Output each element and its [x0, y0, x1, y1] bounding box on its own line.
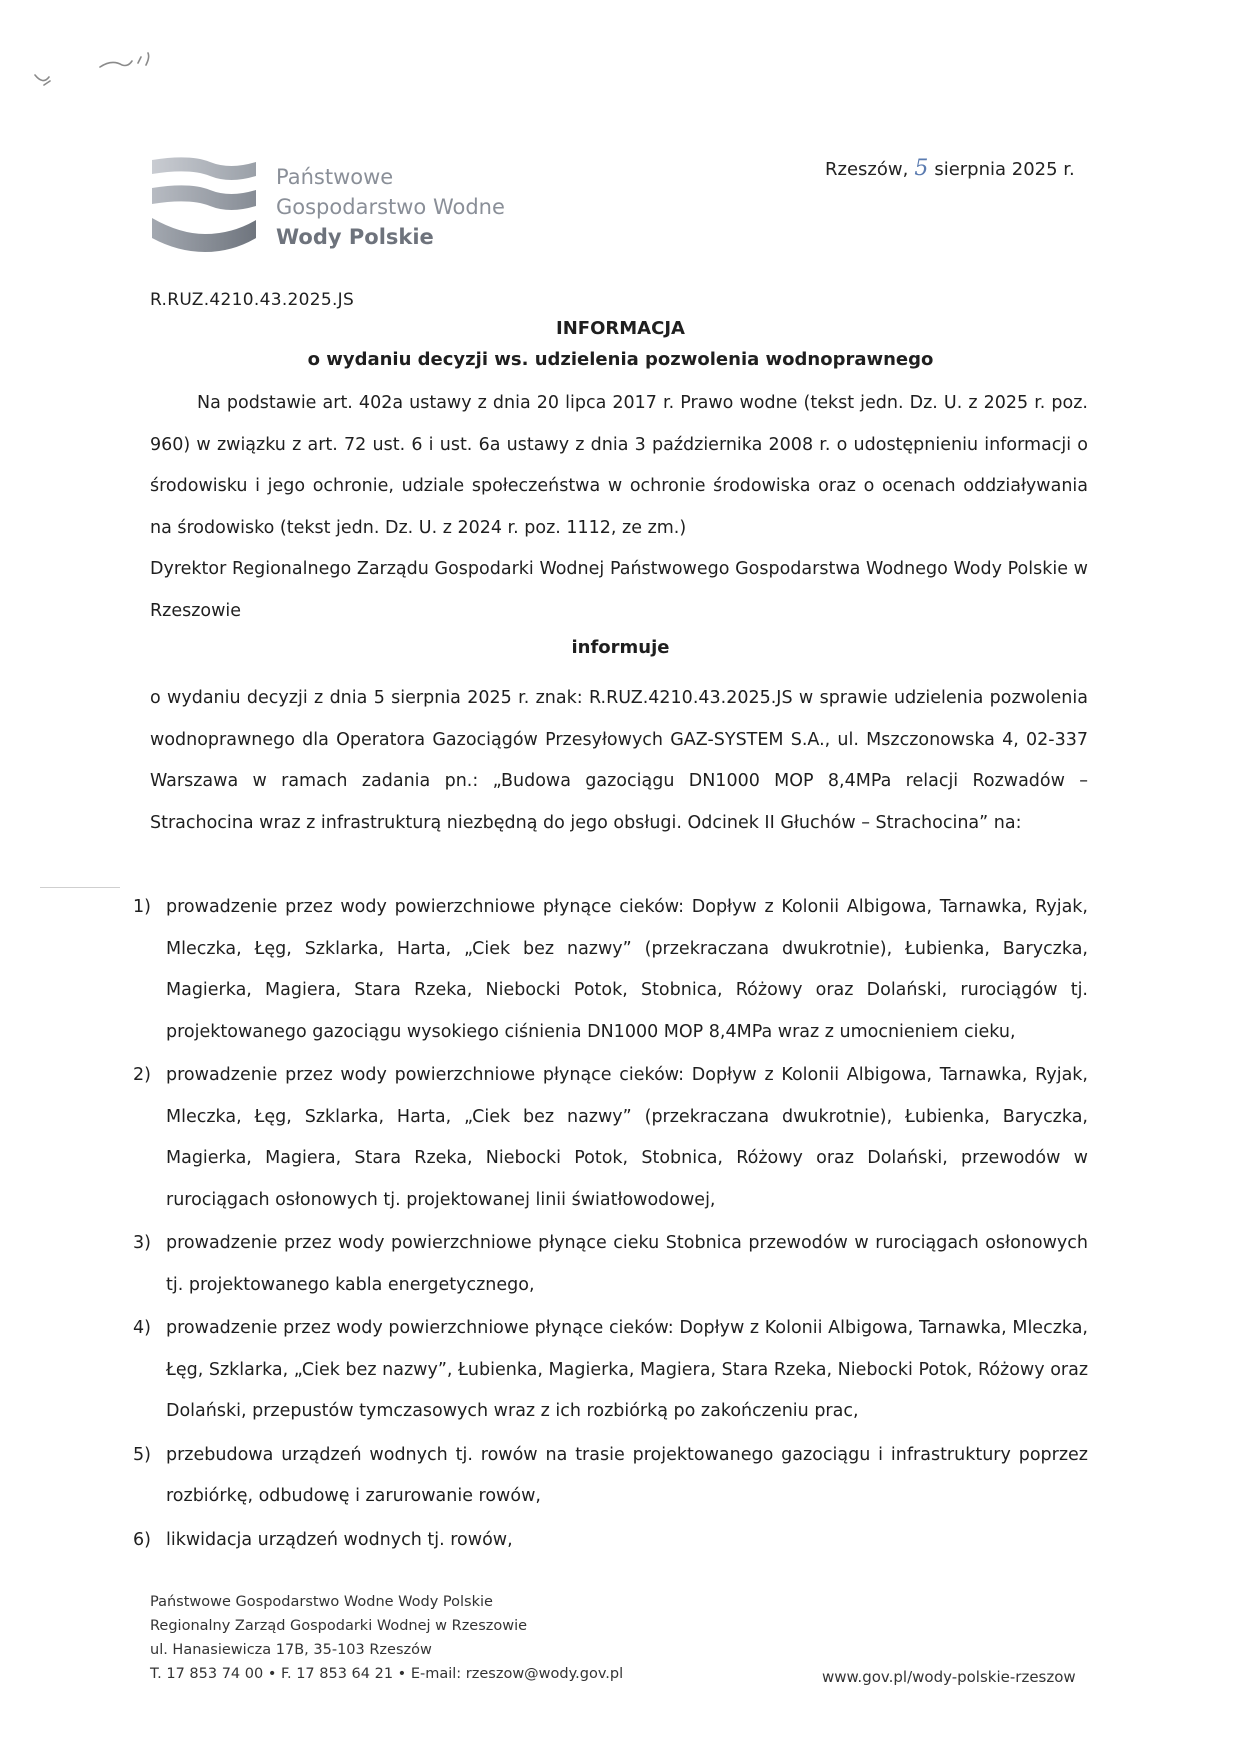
decision-paragraph: o wydaniu decyzji z dnia 5 sierpnia 2025 r. znak: R.RUZ.4210.43.2025.JS w sprawie udzielenia pozwolenia wodnoprawnego dla Operatora Gazociągów Przesyłowych GAZ-SYSTEM S.A., ul. Mszczonowska 4, 02-337 Warszawa w ramach zadania pn.: „Budowa gazociągu DN1000 MOP 8,4MPa relacji Rozwadów – Strachocina wraz z infrastrukturą niezbędną do jego obsługi. Odcinek II Głuchów – Strachocina” na:	[150, 688, 1088, 833]
logo-line-2: Gospodarstwo Wodne	[276, 195, 505, 219]
authority-name: Dyrektor Regionalnego Zarządu Gospodarki Wodnej Państwowego Gospodarstwa Wodnego Wody Polskie w Rzeszowie	[150, 559, 1088, 621]
item-number: 2)	[133, 1065, 151, 1085]
wave-logo-icon	[150, 156, 260, 256]
legal-basis	[150, 383, 1088, 632]
item-text: przebudowa urządzeń wodnych tj. rowów na trasie projektowanego gazociągu i infrastruktury poprzez rozbiórkę, odbudowę i zarurowanie rowów,	[166, 1444, 1088, 1506]
logo-line-3: Wody Polskie	[276, 225, 434, 249]
item-number: 6)	[133, 1529, 151, 1550]
document-subtitle: o wydaniu decyzji ws. udzielenia pozwolenia wodnoprawnego	[307, 349, 934, 370]
handwritten-day: 5	[914, 156, 929, 181]
place: Rzeszów,	[825, 159, 909, 180]
list-item	[133, 1308, 1088, 1433]
item-number: 1)	[133, 897, 151, 917]
item-text: prowadzenie przez wody powierzchniowe płynące cieków: Dopływ z Kolonii Albigowa, Tarnawka, Ryjak, Mleczka, Łęg, Szklarka, Harta, „Ciek bez nazwy” (przekraczana dwukrotnie), Łubienka, Baryczka, Magierka, Magiera, Stara Rzeka, Niebocki Potok, Stobnica, Różowy oraz Dolański, przewodów w rurociągach osłonowych tj. projektowanej linii światłowodowej,	[166, 1065, 1088, 1210]
permit-scope-list	[133, 887, 1088, 1563]
footer-line-office: Regionalny Zarząd Gospodarki Wodnej w Rzeszowie	[150, 1618, 528, 1634]
item-number: 3)	[133, 1233, 151, 1253]
logo-wordmark	[276, 162, 505, 252]
footer-line-org: Państwowe Gospodarstwo Wodne Wody Polskie	[150, 1594, 493, 1610]
place-and-date	[825, 156, 1075, 181]
list-item	[133, 1435, 1088, 1518]
item-text: prowadzenie przez wody powierzchniowe płynące cieków: Dopływ z Kolonii Albigowa, Tarnawka, Ryjak, Mleczka, Łęg, Szklarka, Harta, „Ciek bez nazwy” (przekraczana dwukrotnie), Łubienka, Baryczka, Magierka, Magiera, Stara Rzeka, Niebocki Potok, Stobnica, Różowy oraz Dolański, rurociągów tj. projektowanego gazociągu wysokiego ciśnienia DN1000 MOP 8,4MPa wraz z umocnieniem cieku,	[166, 897, 1088, 1042]
footer-line-contact: T. 17 853 74 00 • F. 17 853 64 21 • E-mail: rzeszow@wody.gov.pl	[150, 1666, 624, 1682]
list-item	[133, 1520, 1088, 1562]
date-suffix: sierpnia 2025 r.	[934, 159, 1075, 180]
item-number: 4)	[133, 1318, 151, 1338]
footer-address	[150, 1590, 623, 1686]
footer-website-link[interactable]: www.gov.pl/wody-polskie-rzeszow	[822, 1668, 1076, 1686]
footer-line-street: ul. Hanasiewicza 17B, 35-103 Rzeszów	[150, 1642, 432, 1658]
item-text: prowadzenie przez wody powierzchniowe płynące cieków: Dopływ z Kolonii Albigowa, Tarnawka, Mleczka, Łęg, Szklarka, „Ciek bez nazwy”, Łubienka, Magierka, Magiera, Stara Rzeka, Niebocki Potok, Różowy oraz Dolański, przepustów tymczasowych wraz z ich rozbiórką po zakończeniu prac,	[166, 1318, 1088, 1421]
item-text: likwidacja urządzeń wodnych tj. rowów,	[166, 1529, 513, 1550]
list-item	[133, 887, 1088, 1053]
legal-basis-paragraph: Na podstawie art. 402a ustawy z dnia 20 lipca 2017 r. Prawo wodne (tekst jedn. Dz. U. z 2025 r. poz. 960) w związku z art. 72 ust. 6 i ust. 6a ustawy z dnia 3 października 2008 r. o udostępnieniu informacji o środowisku i jego ochronie, udziale społeczeństwa w ochronie środowiska oraz o ocenach oddziaływania na środowisko (tekst jedn. Dz. U. z 2024 r. poz. 1112, ze zm.)	[150, 393, 1088, 538]
item-number: 5)	[133, 1444, 151, 1465]
case-reference: R.RUZ.4210.43.2025.JS	[150, 290, 355, 310]
item-text: prowadzenie przez wody powierzchniowe płynące cieku Stobnica przewodów w rurociągach osłonowych tj. projektowanego kabla energetycznego,	[166, 1233, 1088, 1295]
document-title: INFORMACJA	[556, 318, 685, 339]
informs-heading: informuje	[571, 637, 670, 658]
list-item	[133, 1055, 1088, 1221]
wody-polskie-logo	[150, 156, 530, 256]
logo-line-1: Państwowe	[276, 165, 394, 189]
list-item	[133, 1223, 1088, 1306]
scan-artifact-line	[40, 887, 120, 888]
handwritten-scribble	[30, 45, 170, 105]
